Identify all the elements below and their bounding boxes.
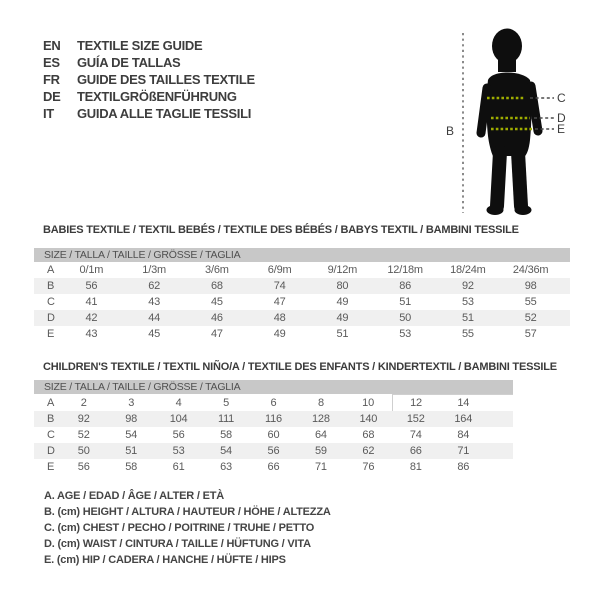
size-cell: 53 [461, 296, 474, 308]
size-cell: 76 [362, 461, 375, 473]
size-cell: 52 [524, 312, 537, 324]
children-section-title: CHILDREN'S TEXTILE / TEXTIL NIÑO/A / TEXTILE DES ENFANTS / KINDERTEXTIL / BAMBINI TESSILE [43, 361, 557, 373]
silhouette-right-foot [515, 205, 532, 215]
size-cell: 5 [223, 396, 229, 409]
size-cell: 58 [220, 429, 232, 441]
size-cell: 51 [399, 296, 412, 308]
language-guide-title: GUÍA DE TALLAS [77, 55, 181, 70]
size-cell: 49 [336, 312, 349, 324]
language-guide-title: TEXTILE SIZE GUIDE [77, 38, 203, 53]
size-cell: 3 [128, 396, 135, 409]
table-row [34, 459, 513, 475]
row-label: D [47, 312, 55, 324]
size-cell: 6 [270, 396, 277, 409]
size-cell: 56 [85, 280, 98, 292]
row-label: C [47, 296, 55, 308]
spacer-cell [487, 427, 513, 443]
size-cell: 66 [267, 461, 280, 473]
size-cell: 48 [273, 312, 286, 324]
size-cell: 55 [461, 328, 474, 340]
size-cell: 152 [406, 413, 425, 425]
language-guide-title: GUIDA ALLE TAGLIE TESSILI [77, 106, 252, 121]
silhouette-left-foot [487, 205, 504, 215]
silhouette-right-arm [531, 86, 538, 131]
size-cell: 60 [267, 429, 280, 441]
row-label: A [47, 264, 55, 276]
size-cell: 41 [85, 296, 98, 308]
spacer-cell [562, 262, 570, 278]
size-cell: 104 [169, 413, 188, 425]
size-cell: 56 [77, 461, 90, 473]
size-cell: 50 [77, 445, 90, 457]
size-cell: 49 [273, 328, 286, 340]
size-cell: 43 [85, 328, 98, 340]
language-code: IT [43, 106, 54, 121]
silhouette-right-leg [518, 152, 521, 206]
size-cell: 140 [359, 413, 378, 425]
children-size-header: SIZE / TALLA / TAILLE / GRÖSSE / TAGLIA [34, 380, 513, 394]
spacer-cell [562, 326, 570, 342]
size-cell: 61 [172, 461, 185, 473]
size-cell: 54 [220, 445, 232, 457]
row-label: D [47, 445, 55, 457]
size-cell: 59 [314, 445, 327, 457]
row-label: B [47, 280, 55, 292]
size-cell: 54 [125, 429, 138, 441]
silhouette-neck [498, 56, 516, 72]
size-cell: 47 [273, 296, 286, 308]
size-cell: 56 [267, 445, 280, 457]
spacer-cell [562, 294, 570, 310]
size-cell: 116 [265, 413, 282, 425]
size-cell: 4 [175, 396, 182, 409]
language-code: DE [43, 89, 61, 104]
table-row [34, 310, 570, 326]
language-item [43, 37, 255, 54]
language-code: EN [43, 38, 61, 53]
size-cell: 111 [217, 413, 235, 425]
size-cell: 64 [314, 429, 327, 441]
chest-label: C [557, 91, 566, 105]
language-item [43, 88, 255, 105]
row-label: E [47, 461, 55, 473]
size-cell: 86 [457, 461, 470, 473]
size-cell: 12 [392, 395, 439, 412]
child-silhouette [481, 29, 538, 216]
size-cell: 86 [399, 280, 412, 292]
size-cell: 74 [409, 429, 422, 441]
size-cell: 45 [210, 296, 223, 308]
size-cell: 66 [409, 445, 422, 457]
language-guide-title: TEXTILGRÖßENFÜHRUNG [77, 89, 237, 104]
children-size-table [34, 380, 513, 475]
spacer-cell [562, 310, 570, 326]
babies-size-header: SIZE / TALLA / TAILLE / GRÖSSE / TAGLIA [34, 248, 570, 262]
size-cell: 51 [461, 312, 474, 324]
size-cell: 55 [524, 296, 537, 308]
table-row [34, 294, 570, 310]
size-cell: 81 [409, 461, 422, 473]
spacer-cell [487, 459, 513, 475]
size-cell: 57 [524, 328, 537, 340]
language-item [43, 105, 255, 122]
waist-label: D [557, 111, 566, 125]
size-cell: 43 [148, 296, 161, 308]
size-cell: 46 [210, 312, 223, 324]
size-cell: 3/6m [205, 264, 229, 276]
babies-table-grid [34, 262, 570, 342]
size-cell: 52 [77, 429, 90, 441]
size-cell: 62 [362, 445, 375, 457]
size-cell: 92 [77, 413, 90, 425]
babies-section-title: BABIES TEXTILE / TEXTIL BEBÉS / TEXTILE DES BÉBÉS / BABYS TEXTIL / BAMBINI TESSILE [43, 224, 519, 236]
silhouette-torso [487, 73, 532, 157]
size-cell: 45 [148, 328, 161, 340]
height-label: B [446, 124, 455, 138]
language-item [43, 71, 255, 88]
language-code: FR [43, 72, 60, 87]
size-cell: 53 [399, 328, 412, 340]
legend-line: E. (cm) HIP / CADERA / HANCHE / HÜFTE / HIPS [44, 554, 286, 566]
size-cell: 8 [317, 396, 324, 409]
size-cell: 42 [85, 312, 98, 324]
size-cell: 98 [524, 280, 537, 292]
size-cell: 44 [148, 312, 161, 324]
row-label: E [47, 328, 55, 340]
hip-label: E [557, 122, 566, 136]
table-row [34, 326, 570, 342]
silhouette-left-arm [481, 88, 487, 133]
size-cell: 68 [210, 280, 223, 292]
measurement-legend [44, 488, 331, 568]
language-code: ES [43, 55, 60, 70]
silhouette-left-leg [497, 152, 500, 206]
size-cell: 49 [336, 296, 349, 308]
spacer-cell [487, 443, 513, 459]
size-cell: 6/9m [267, 264, 292, 276]
size-cell: 58 [125, 461, 138, 473]
size-cell: 71 [314, 461, 327, 473]
children-table-grid [34, 394, 513, 475]
table-row [34, 411, 513, 427]
size-cell: 62 [148, 280, 161, 292]
size-cell: 51 [125, 445, 138, 457]
row-label: C [47, 429, 55, 441]
size-cell: 0/1m [79, 264, 104, 276]
spacer-cell [562, 278, 570, 294]
table-row [34, 395, 513, 412]
size-cell: 53 [172, 445, 185, 457]
row-label: B [47, 413, 55, 425]
table-row [34, 262, 570, 278]
size-cell: 14 [440, 395, 488, 412]
size-cell: 10 [362, 396, 375, 409]
size-cell: 24/36m [512, 264, 549, 276]
size-cell: 80 [336, 280, 349, 292]
size-cell: 56 [172, 429, 185, 441]
size-cell: 74 [273, 280, 286, 292]
size-cell: 98 [125, 413, 138, 425]
size-cell: 2 [80, 396, 87, 409]
table-row [34, 427, 513, 443]
size-cell: 92 [461, 280, 474, 292]
legend-line: A. AGE / EDAD / ÂGE / ALTER / ETÀ [44, 490, 225, 502]
legend-line: C. (cm) CHEST / PECHO / POITRINE / TRUHE / PETTO [44, 522, 315, 534]
size-cell: 9/12m [327, 264, 358, 276]
size-cell: 63 [220, 461, 232, 473]
size-cell: 1/3m [142, 264, 166, 276]
row-label: A [47, 396, 55, 409]
language-item [43, 54, 255, 71]
child-silhouette-figure [430, 10, 600, 230]
size-cell: 18/24m [450, 264, 486, 276]
babies-size-table [34, 248, 570, 342]
table-row [34, 443, 513, 459]
spacer-cell [487, 411, 513, 427]
size-cell: 12/18m [387, 264, 423, 276]
language-guide-title: GUIDE DES TAILLES TEXTILE [77, 72, 255, 87]
legend-line: D. (cm) WAIST / CINTURA / TAILLE / HÜFTUNG / VITA [44, 538, 311, 550]
size-cell: 84 [457, 429, 470, 441]
size-cell: 47 [210, 328, 223, 340]
size-cell: 164 [454, 413, 473, 425]
spacer-cell [487, 395, 513, 412]
legend-line: B. (cm) HEIGHT / ALTURA / HAUTEUR / HÖHE / ALTEZZA [44, 506, 331, 518]
size-cell: 51 [336, 328, 349, 340]
size-cell: 50 [399, 312, 412, 324]
table-row [34, 278, 570, 294]
size-cell: 68 [362, 429, 375, 441]
size-cell: 71 [457, 445, 470, 457]
size-cell: 128 [312, 413, 330, 425]
language-title-list [43, 37, 255, 122]
